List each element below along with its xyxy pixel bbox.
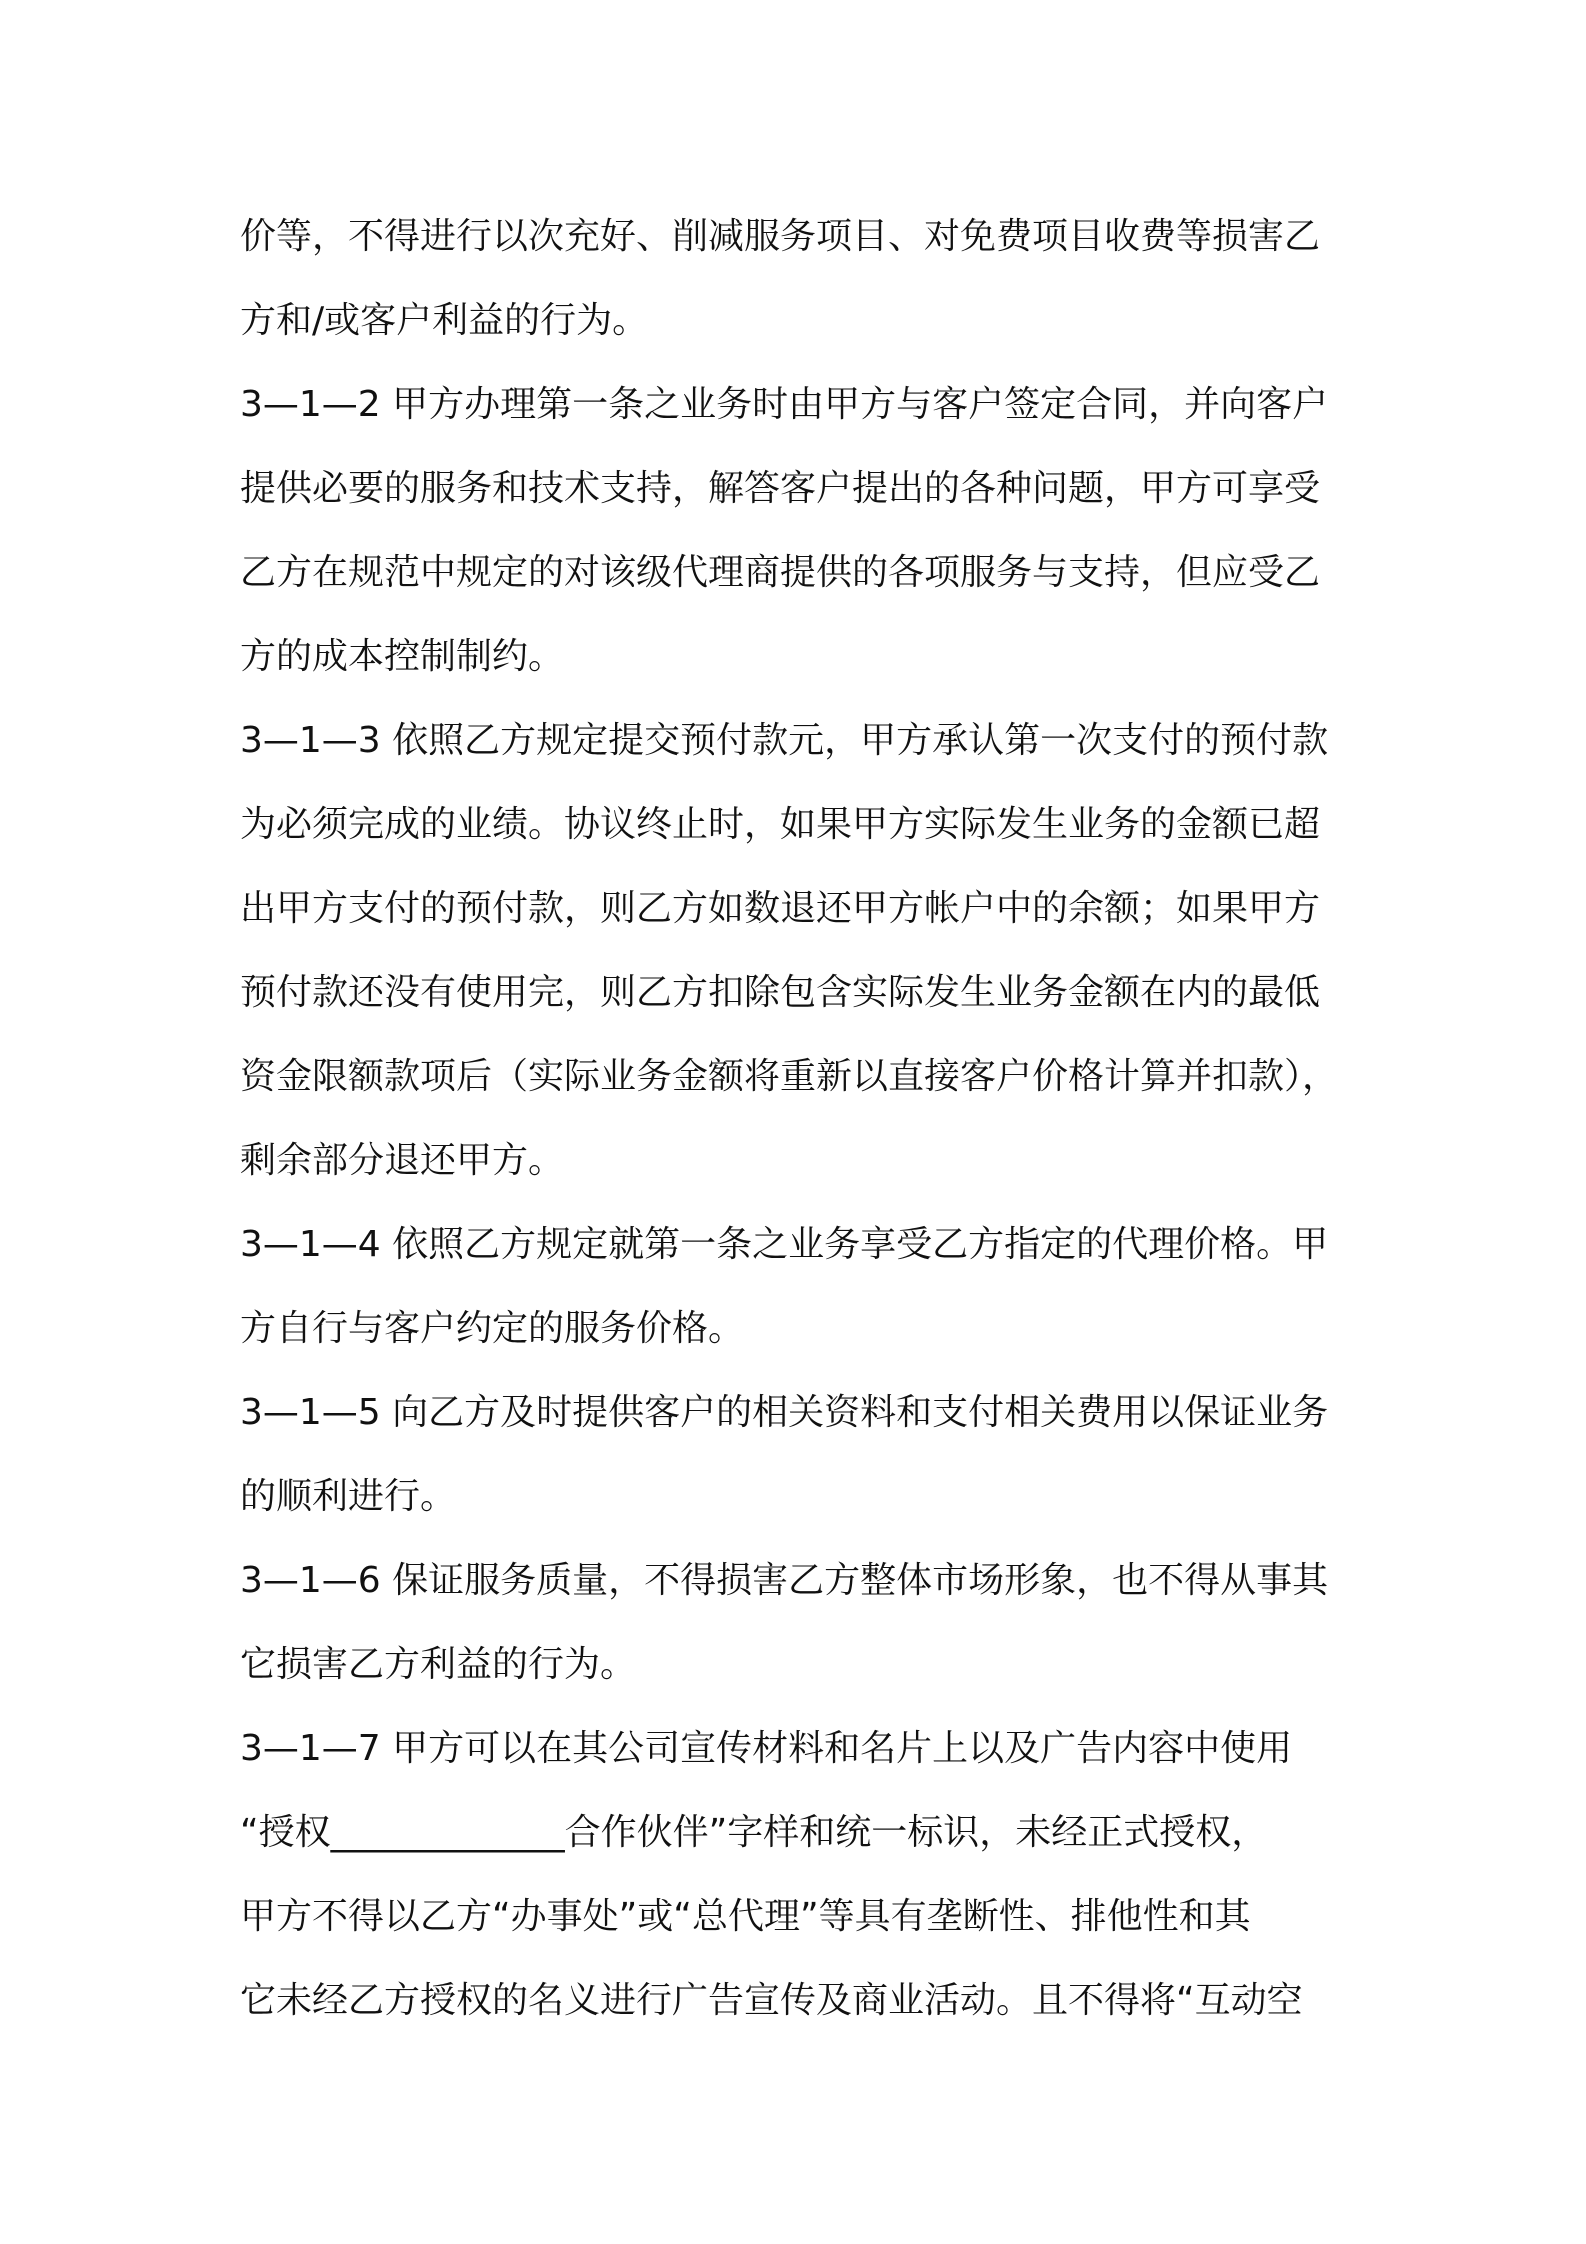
text-line: 3—1—2 甲方办理第一条之业务时由甲方与客户签定合同，并向客户 xyxy=(240,384,1329,425)
text-line: 提供必要的服务和技术支持，解答客户提出的各种问题，甲方可享受 xyxy=(240,468,1321,509)
text-line: 价等，不得进行以次充好、削减服务项目、对免费项目收费等损害乙 xyxy=(240,216,1321,257)
text-line: 剩余部分退还甲方。 xyxy=(240,1140,565,1181)
text-line: “授权_____________合作伙伴”字样和统一标识，未经正式授权， xyxy=(240,1812,1268,1853)
text-line: 它未经乙方授权的名义进行广告宣传及商业活动。且不得将“互动空 xyxy=(240,1980,1303,2021)
text-line: 出甲方支付的预付款，则乙方如数退还甲方帐户中的余额；如果甲方 xyxy=(240,888,1321,929)
text-line: 3—1—3 依照乙方规定提交预付款元，甲方承认第一次支付的预付款 xyxy=(240,720,1329,761)
text-line: 3—1—4 依照乙方规定就第一条之业务享受乙方指定的代理价格。甲 xyxy=(240,1224,1329,1265)
text-line: 3—1—5 向乙方及时提供客户的相关资料和支付相关费用以保证业务 xyxy=(240,1392,1329,1433)
text-line: 甲方不得以乙方“办事处”或“总代理”等具有垄断性、排他性和其 xyxy=(240,1896,1251,1937)
text-line: 方和/或客户利益的行为。 xyxy=(240,300,649,341)
text-line: 方的成本控制制约。 xyxy=(240,636,565,677)
text-line: 资金限额款项后（实际业务金额将重新以直接客户价格计算并扣款）， xyxy=(240,1056,1339,1097)
text-line: 方自行与客户约定的服务价格。 xyxy=(240,1308,745,1349)
text-line: 3—1—7 甲方可以在其公司宣传材料和名片上以及广告内容中使用 xyxy=(240,1728,1293,1769)
text-line: 它损害乙方利益的行为。 xyxy=(240,1644,637,1685)
text-line: 3—1—6 保证服务质量，不得损害乙方整体市场形象，也不得从事其 xyxy=(240,1560,1329,1601)
text-line: 的顺利进行。 xyxy=(240,1476,457,1517)
body-text xyxy=(240,195,1370,2043)
text-line: 预付款还没有使用完，则乙方扣除包含实际发生业务金额在内的最低 xyxy=(240,972,1321,1013)
text-line: 为必须完成的业绩。协议终止时，如果甲方实际发生业务的金额已超 xyxy=(240,804,1321,845)
text-line: 乙方在规范中规定的对该级代理商提供的各项服务与支持，但应受乙 xyxy=(240,552,1321,593)
